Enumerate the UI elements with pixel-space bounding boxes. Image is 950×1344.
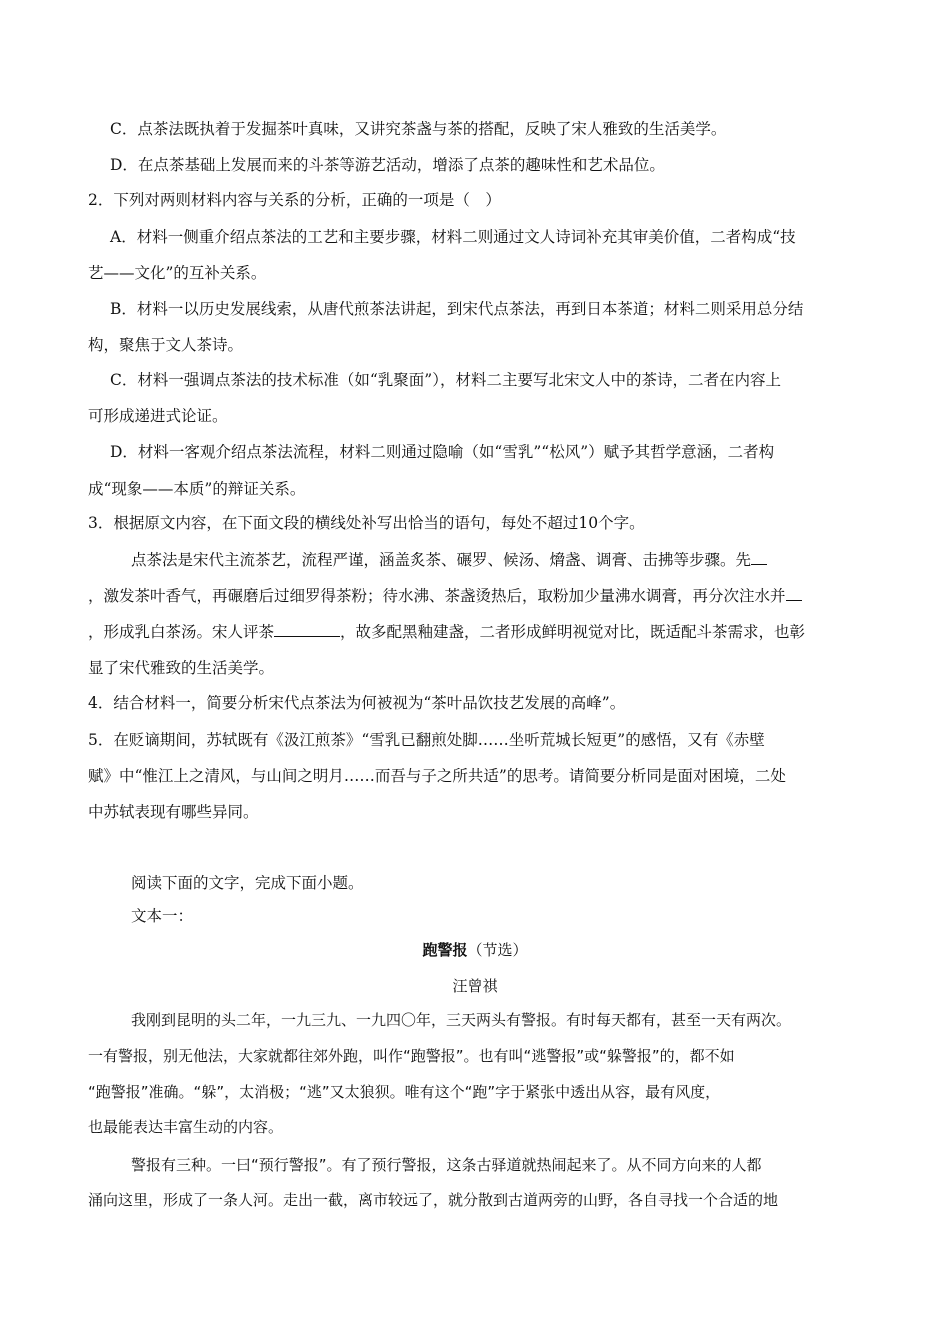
reading-intro: 阅读下面的文字，完成下面小题。	[131, 874, 364, 892]
q3-passage-text: ，形成乳白茶汤。宋人评茶	[88, 623, 275, 641]
passage-title	[0, 940, 950, 960]
q2-option-a-cont: 艺——文化”的互补关系。	[88, 264, 267, 282]
answer-blank-3[interactable]	[274, 622, 340, 637]
q1-option-c: C．点茶法既执着于发掘茶叶真味，又讲究茶盏与茶的搭配，反映了宋人雅致的生活美学。	[110, 120, 727, 138]
q5-stem-line-3: 中苏轼表现有哪些异同。	[88, 803, 259, 821]
q4-stem: 4．结合材料一，简要分析宋代点茶法为何被视为“茶叶品饮技艺发展的高峰”。	[88, 694, 626, 712]
q3-passage-line-4: 显了宋代雅致的生活美学。	[88, 659, 275, 677]
q3-passage-text: ，故多配黑釉建盏，二者形成鲜明视觉对比，既适配斗茶需求，也彰	[340, 623, 806, 641]
q2-option-b-cont: 构，聚焦于文人茶诗。	[88, 336, 244, 354]
q3-stem: 3．根据原文内容，在下面文段的横线处补写出恰当的语句，每处不超过10个字。	[88, 514, 645, 532]
q2-option-a: A．材料一侧重介绍点茶法的工艺和主要步骤，材料二则通过文人诗词补充其审美价值，二者构成“技	[110, 228, 796, 246]
q3-passage-text: ，激发茶叶香气，再碾磨后过细罗得茶粉；待水沸、茶盏烫热后，取粉加少量沸水调膏，再分次注水并	[88, 587, 786, 605]
q2-option-c-cont: 可形成递进式论证。	[88, 407, 228, 425]
passage-title-main: 跑警报	[422, 941, 468, 959]
passage-para-1-line-3: “跑警报”准确。“躲”，太消极；“逃”又太狼狈。唯有这个“跑”字于紧张中透出从容，最有风度，	[88, 1083, 721, 1101]
passage-title-note: （节选）	[467, 941, 528, 959]
passage-para-2-line-2: 涌向这里，形成了一条人河。走出一截，离市较远了，就分散到古道两旁的山野，各自寻找一个合适的地	[88, 1191, 779, 1209]
q3-passage-line-2	[88, 586, 802, 606]
q2-stem: 2．下列对两则材料内容与关系的分析，正确的一项是（ ）	[88, 191, 501, 209]
q2-option-b: B．材料一以历史发展线索，从唐代煎茶法讲起，到宋代点茶法，再到日本茶道；材料二则采用总分结	[110, 300, 804, 318]
q3-passage-line-3	[88, 622, 805, 642]
answer-blank-1[interactable]	[751, 550, 767, 565]
passage-para-2-line-1: 警报有三种。一曰“预行警报”。有了预行警报，这条古驿道就热闹起来了。从不同方向来的人都	[131, 1156, 762, 1174]
passage-author: 汪曾祺	[452, 977, 498, 995]
q2-option-c: C．材料一强调点茶法的技术标准（如“乳聚面”），材料二主要写北宋文人中的茶诗，二者在内容上	[110, 371, 781, 389]
answer-blank-2[interactable]	[786, 586, 802, 601]
passage-para-1-line-1: 我刚到昆明的头二年，一九三九、一九四〇年，三天两头有警报。有时每天都有，甚至一天有两次。	[131, 1011, 792, 1029]
q2-option-d-cont: 成“现象——本质”的辩证关系。	[88, 480, 306, 498]
passage-para-1-line-2: 一有警报，别无他法，大家就都往郊外跑，叫作“跑警报”。也有叫“逃警报”或“躲警报”的，都不如	[88, 1047, 735, 1065]
q3-passage-text: 点茶法是宋代主流茶艺，流程严谨，涵盖炙茶、碾罗、候汤、熁盏、调膏、击拂等步骤。先	[131, 551, 752, 569]
q5-stem-line-2: 赋》中“惟江上之清风，与山间之明月……而吾与子之所共适”的思考。请简要分析同是面对困境，二处	[88, 767, 786, 785]
text-one-label: 文本一：	[131, 907, 194, 925]
q2-option-d: D．材料一客观介绍点茶法流程，材料二则通过隐喻（如“雪乳”“松风”）赋予其哲学意涵，二者构	[110, 443, 775, 461]
q5-stem-line-1: 5．在贬谪期间，苏轼既有《汲江煎茶》“雪乳已翻煎处脚……坐听荒城长短更”的感悟，又有《赤壁	[88, 731, 765, 749]
q1-option-d: D．在点茶基础上发展而来的斗茶等游艺活动，增添了点茶的趣味性和艺术品位。	[110, 156, 665, 174]
q3-passage-line-1	[131, 550, 767, 570]
passage-para-1-line-4: 也最能表达丰富生动的内容。	[88, 1118, 284, 1136]
